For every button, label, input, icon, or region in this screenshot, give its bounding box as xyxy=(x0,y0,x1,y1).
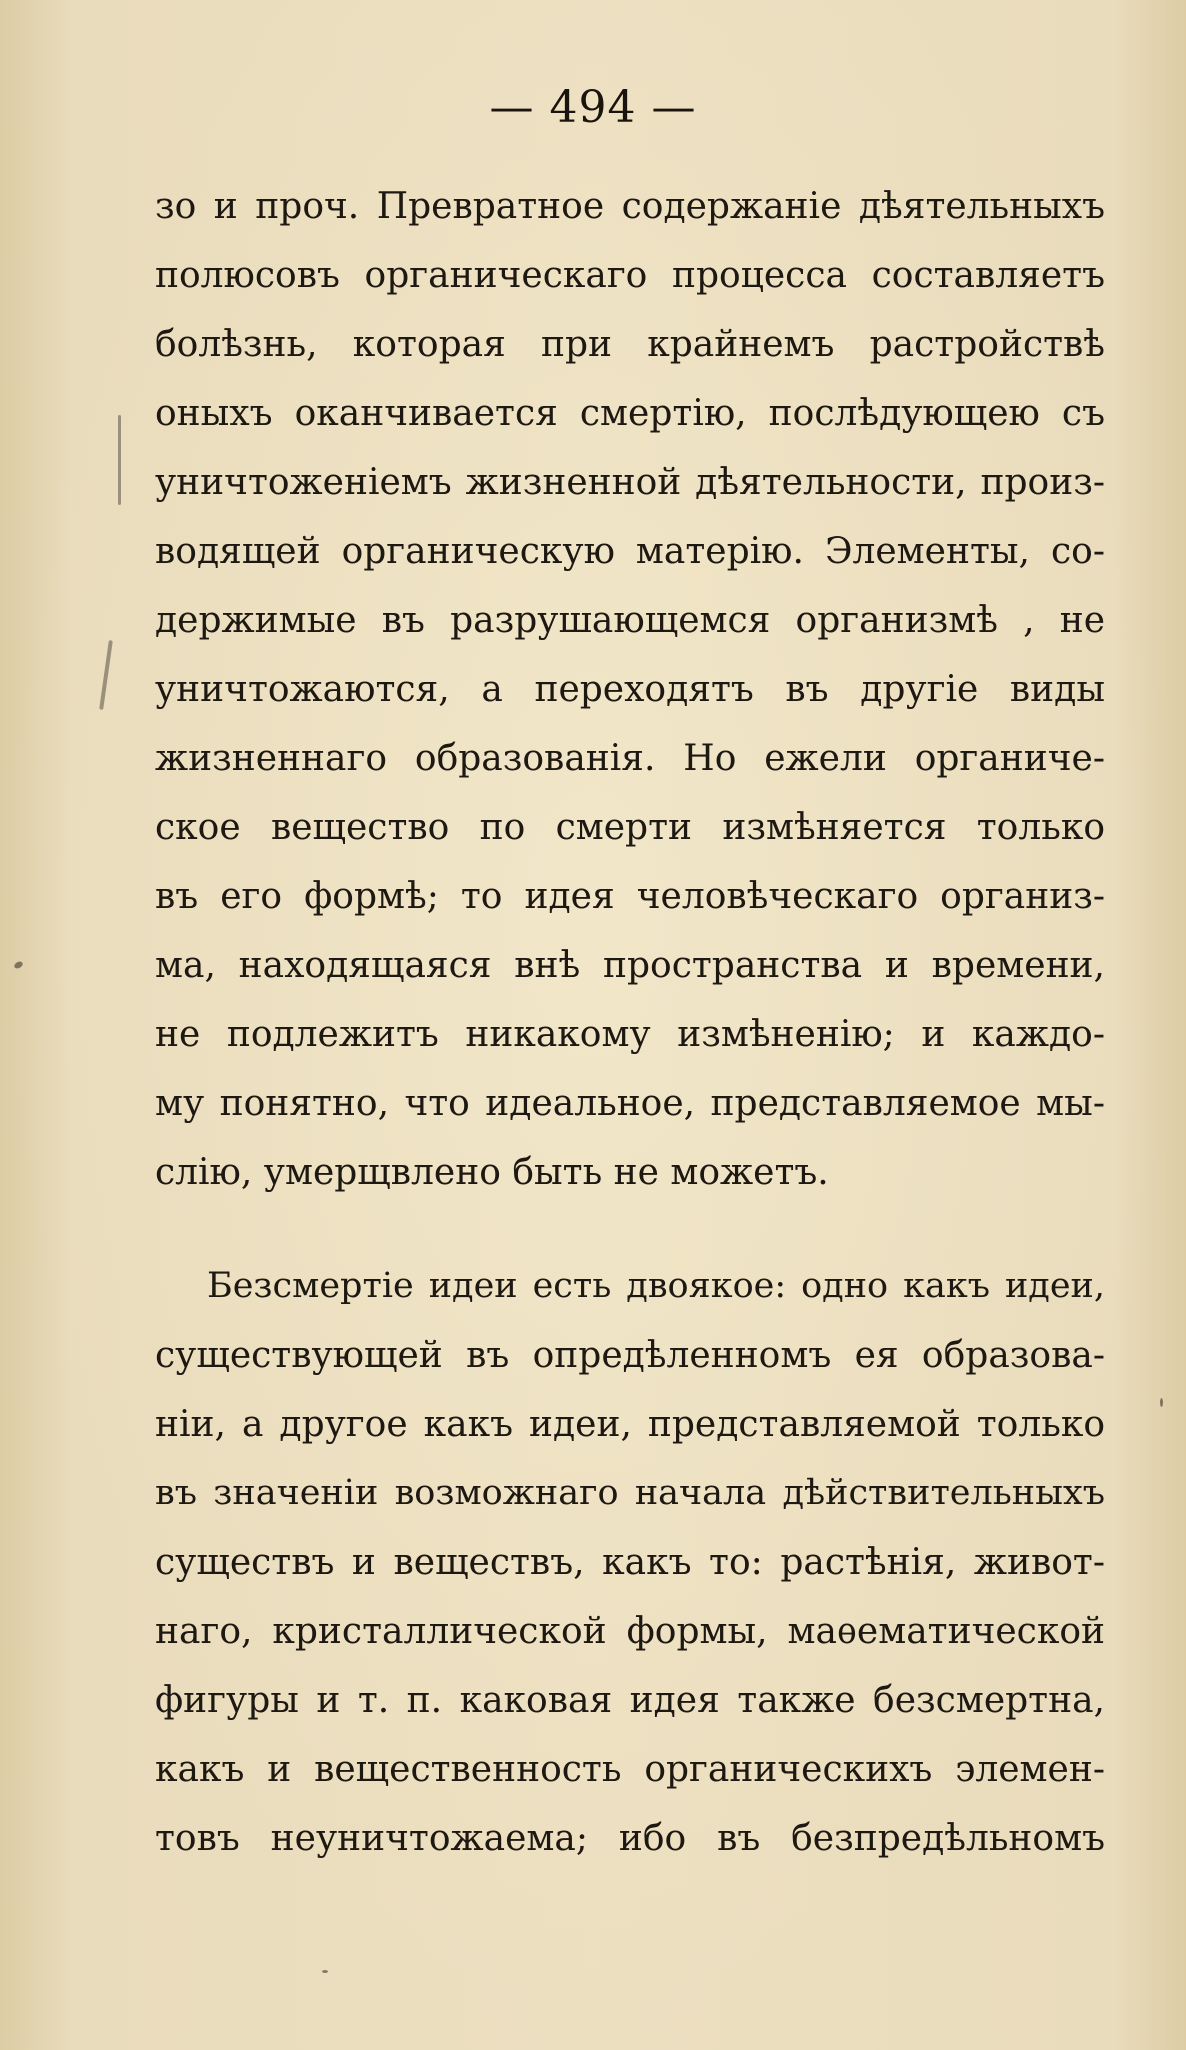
paper-speck xyxy=(13,960,24,970)
text-line: не подлежитъ никакому измѣненію; и каждо- xyxy=(155,1014,1105,1055)
text-line: ма, находящаяся внѣ пространства и времени, xyxy=(155,945,1105,986)
paper-speck xyxy=(322,1970,328,1973)
text-line: уничтожаются, а переходятъ въ другіе виды xyxy=(155,669,1105,710)
margin-pencil-mark xyxy=(118,415,121,505)
text-line: Безсмертіе идеи есть двоякое: одно какъ идеи, xyxy=(207,1266,1105,1306)
text-line: существъ и веществъ, какъ то: растѣнія, живот- xyxy=(155,1542,1105,1583)
page-number: — 494 — xyxy=(489,82,697,133)
paragraph-1 xyxy=(155,172,1105,1207)
text-line: какъ и вещественность органическихъ элемен- xyxy=(155,1749,1105,1790)
text-line: полюсовъ органическаго процесса составляетъ xyxy=(155,255,1105,296)
margin-pencil-mark xyxy=(99,640,113,710)
text-line: въ значеніи возможнаго начала дѣйствительныхъ xyxy=(155,1473,1105,1513)
text-line: оныхъ оканчивается смертію, послѣдующею съ xyxy=(155,393,1105,434)
text-line: ніи, а другое какъ идеи, представляемой только xyxy=(155,1404,1105,1445)
text-line: му понятно, что идеальное, представляемое мы- xyxy=(155,1083,1105,1124)
text-line: товъ неуничтожаема; ибо въ безпредѣльномъ xyxy=(155,1818,1105,1859)
text-line: уничтоженіемъ жизненной дѣятельности, произ- xyxy=(155,462,1105,503)
paper-speck xyxy=(1160,1398,1163,1407)
text-line: въ его формѣ; то идея человѣческаго организ- xyxy=(155,876,1105,917)
text-line: жизненнаго образованія. Но ежели органиче- xyxy=(155,738,1105,779)
text-line: слію, умерщвлено быть не можетъ. xyxy=(155,1152,829,1193)
paragraph-2 xyxy=(155,1252,1105,1873)
text-line: болѣзнь, которая при крайнемъ растройствѣ xyxy=(155,324,1105,365)
text-line: фигуры и т. п. каковая идея также безсмертна, xyxy=(155,1680,1105,1721)
text-line: зо и проч. Превратное содержаніе дѣятельныхъ xyxy=(155,186,1105,227)
text-line: существующей въ опредѣленномъ ея образова- xyxy=(155,1335,1105,1376)
text-line: водящей органическую матерію. Элементы, со- xyxy=(155,531,1105,572)
text-line: ское вещество по смерти измѣняется только xyxy=(155,807,1105,848)
text-line: наго, кристаллической формы, маѳематической xyxy=(155,1611,1105,1652)
text-line: держимые въ разрушающемся организмѣ , не xyxy=(155,600,1105,641)
